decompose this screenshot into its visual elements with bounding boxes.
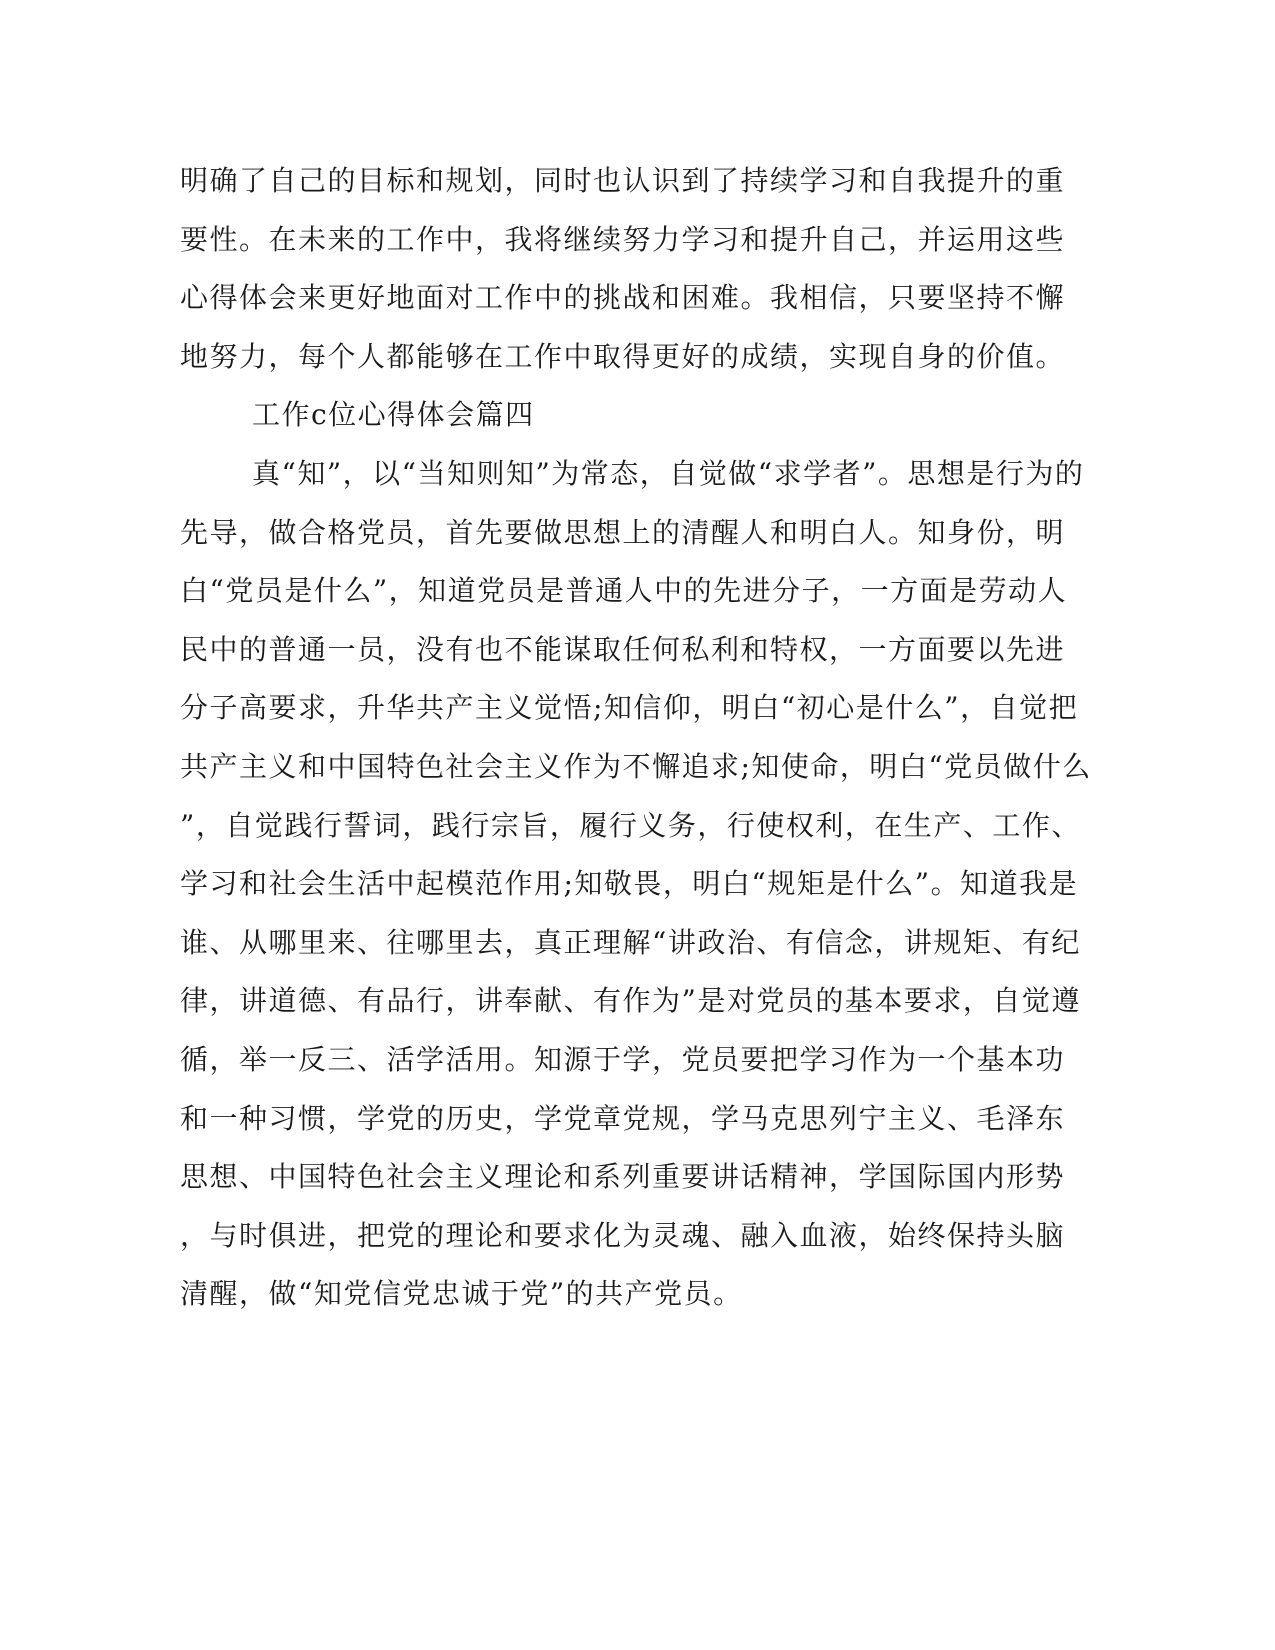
paragraph-line: 地努力，每个人都能够在工作中取得更好的成绩，实现自身的价值。 bbox=[180, 339, 1066, 373]
paragraph-line: 和一种习惯，学党的历史，学党章党规，学马克思列宁主义、毛泽东 bbox=[180, 1101, 1066, 1135]
paragraph-line: 共产主义和中国特色社会主义作为不懈追求;知使命，明白“党员做什么 bbox=[180, 749, 1092, 783]
paragraph-line: 学习和社会生活中起模范作用;知敬畏，明白“规矩是什么”。知道我是 bbox=[180, 867, 1079, 901]
paragraph-line: 先导，做合格党员，首先要做思想上的清醒人和明白人。知身份，明 bbox=[180, 515, 1066, 549]
paragraph-line: 思想、中国特色社会主义理论和系列重要讲话精神，学国际国内形势 bbox=[180, 1160, 1066, 1194]
section-heading: 工作c位心得体会篇四 bbox=[252, 398, 535, 432]
paragraph-line: 循，举一反三、活学活用。知源于学，党员要把学习作为一个基本功 bbox=[180, 1042, 1066, 1076]
paragraph-line: 白“党员是什么”，知道党员是普通人中的先进分子，一方面是劳动人 bbox=[180, 574, 1068, 608]
paragraph-line: 清醒，做“知党信党忠诚于党”的共产党员。 bbox=[180, 1277, 743, 1311]
paragraph-line: 分子高要求，升华共产主义觉悟;知信仰，明白“初心是什么”，自觉把 bbox=[180, 691, 1079, 725]
document-body bbox=[180, 152, 1092, 1324]
paragraph-line: 要性。在未来的工作中，我将继续努力学习和提升自己，并运用这些 bbox=[180, 222, 1066, 256]
paragraph-line: ，与时俱进，把党的理论和要求化为灵魂、融入血液，始终保持头脑 bbox=[180, 1218, 1066, 1252]
paragraph-line: 谁、从哪里来、往哪里去，真正理解“讲政治、有信念，讲规矩、有纪 bbox=[180, 925, 1081, 959]
paragraph-line: ”，自觉践行誓词，践行宗旨，履行义务，行使权利，在生产、工作、 bbox=[180, 808, 1081, 842]
paragraph-line: 民中的普通一员，没有也不能谋取任何私利和特权，一方面要以先进 bbox=[180, 632, 1066, 666]
paragraph-line: 心得体会来更好地面对工作中的挑战和困难。我相信，只要坚持不懈 bbox=[180, 281, 1066, 315]
paragraph-line: 真“知”，以“当知则知”为常态，自觉做“求学者”。思想是行为的 bbox=[252, 456, 1085, 490]
paragraph-line: 明确了自己的目标和规划，同时也认识到了持续学习和自我提升的重 bbox=[180, 164, 1066, 197]
paragraph-line: 律，讲道德、有品行，讲奉献、有作为”是对党员的基本要求，自觉遵 bbox=[180, 984, 1081, 1018]
